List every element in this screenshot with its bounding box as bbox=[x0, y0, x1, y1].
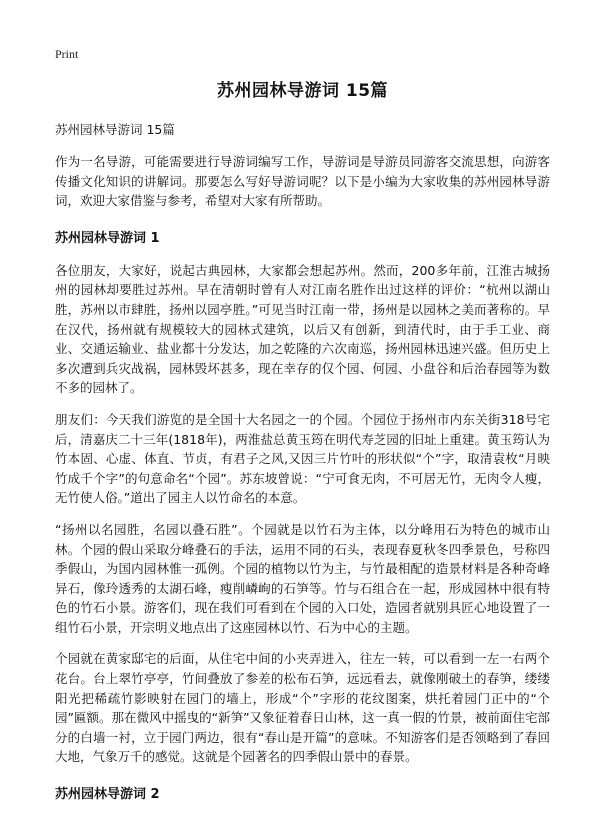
print-link[interactable]: Print bbox=[55, 47, 79, 61]
article bbox=[55, 72, 550, 805]
page-title: 苏州园林导游词 15篇 bbox=[216, 81, 389, 101]
body-paragraph: 朋友们：今天我们游览的是全国十大名园之一的个园。个园位于扬州市内东关街318号宅后，清嘉庆二十三年(1818年)，两淮盐总黄玉筠在明代寿芝园的旧址上重建。黄玉筠认为竹本固、心虚、体直、节贞，有君子之风,又因三片竹叶的形状似“个”字，取清袁枚“月映竹成千个字”的句意命名“个园”。苏东坡曾说：“宁可食无肉，不可居无竹，无肉令人瘦，无竹使人俗。”道出了园主人以竹命名的本意。 bbox=[55, 411, 550, 506]
section-heading-1: 苏州园林导游词 1 bbox=[55, 230, 160, 246]
section-heading-2: 苏州园林导游词 2 bbox=[55, 787, 160, 803]
intro-paragraph: 作为一名导游，可能需要进行导游词编写工作，导游词是导游员同游客交流思想，向游客传播文化知识的讲解词。那要怎么写好导游词呢？以下是小编为大家收集的苏州园林导游词，欢迎大家借鉴与参考，希望对大家有所帮助。 bbox=[55, 154, 550, 209]
body-paragraph: 个园就在黄家邸宅的后面，从住宅中间的小夹弄进入，往左一转，可以看到一左一右两个花台。台上翠竹亭亭，竹间叠放了参差的松布石笋，远远看去，就像刚破土的春笋，缕缕阳光把稀疏竹影映射在园门的墙上，形成“个”字形的花纹图案，烘托着园门正中的“个园”匾额。那在微风中摇曳的“新笋”又象征着春日山林，这一真一假的竹景，被前面住宅部分的白墙一衬，立于园门两边，很有“春山是开篇”的意味。不知游客们是否领略到了春回大地，气象万千的感觉。这就是个园著名的四季假山景中的春景。 bbox=[55, 651, 550, 765]
body-paragraph: “扬州以名园胜，名园以叠石胜”。个园就是以竹石为主体，以分峰用石为特色的城市山林。个园的假山采取分峰叠石的手法，运用不同的石头，表现春夏秋冬四季景色，号称四季假山，为国内园林惟一孤例。个园的植物以竹为主，与竹最相配的造景材料是各种奇峰异石，像玲透秀的太湖石峰，瘦削嶙峋的石笋等。竹与石组合在一起，形成园林中很有特色的竹石小景。游客们，现在我们可看到在个园的入口处，造园者就别具匠心地设置了一组竹石小景，开宗明义地点出了这座园林以竹、石为中心的主题。 bbox=[55, 521, 550, 635]
article-subtitle: 苏州园林导游词 15篇 bbox=[55, 122, 175, 137]
body-paragraph: 各位朋友，大家好，说起古典园林，大家都会想起苏州。然而，200多年前，江淮古城扬州的园林却要胜过苏州。早在清朝时曾有人对江南名胜作出过这样的评价：“杭州以湖山胜，苏州以市肆胜，扬州以园亭胜。”可见当时江南一带，扬州是以园林之美而著称的。早在汉代，扬州就有规模较大的园林式建筑，以后又有创新，到清代时，由于手工业、商业、交通运输业、盐业都十分发达，加之乾隆的六次南巡，扬州园林迅速兴盛。但历史上多次遭到兵灾战祸，园林毁坏甚多，现在幸存的仅个园、何园、小盘谷和后治春园等为数不多的园林了。 bbox=[55, 262, 550, 396]
